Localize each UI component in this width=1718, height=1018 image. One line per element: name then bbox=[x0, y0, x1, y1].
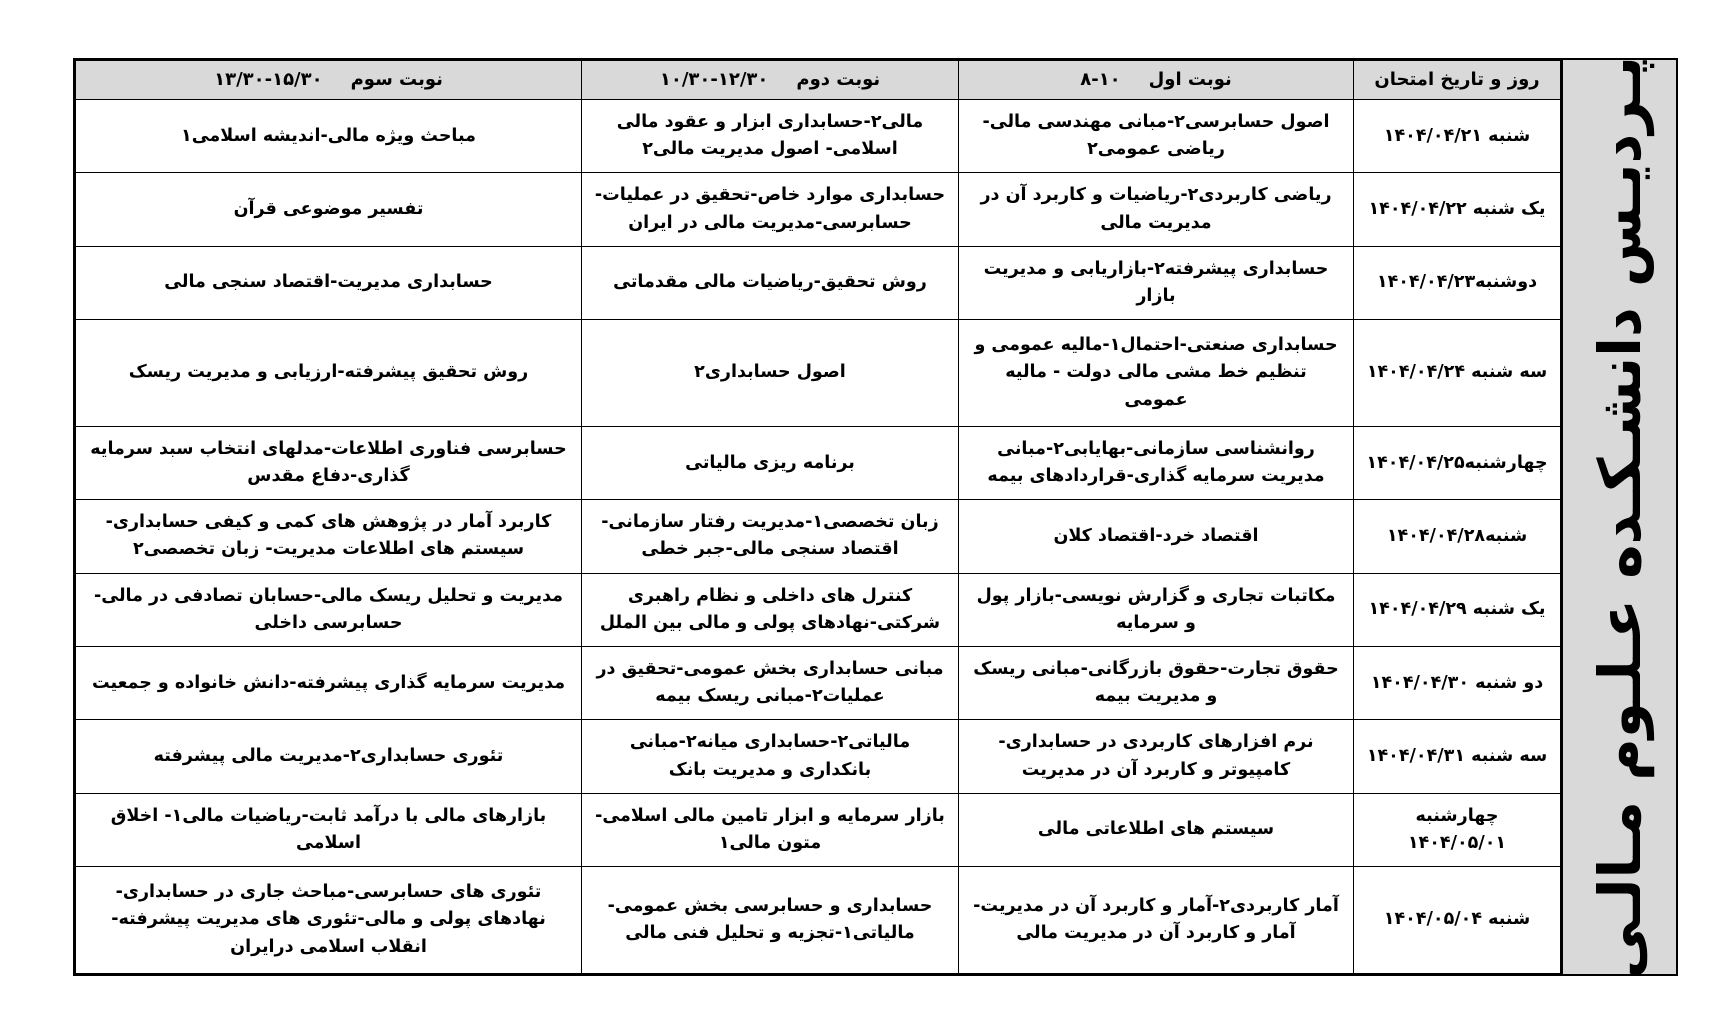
exam-date: سه شنبه ۱۴۰۴/۰۴/۲۴ bbox=[1354, 320, 1561, 427]
shift3-courses: حسابداری مدیریت-اقتصاد سنجی مالی bbox=[76, 246, 582, 319]
shift2-label: نوبت دوم bbox=[796, 69, 881, 91]
shift1-courses: آمار کاربردی۲-آمار و کاربرد آن در مدیریت-آمار و کاربرد آن در مدیریت مالی bbox=[959, 867, 1354, 974]
exam-table bbox=[75, 60, 1561, 974]
faculty-title-panel bbox=[1561, 55, 1676, 979]
shift2-courses: مالیاتی۲-حسابداری میانه۲-مبانی بانکداری و مدیریت بانک bbox=[582, 720, 959, 793]
exam-date: چهارشنبه۱۴۰۴/۰۴/۲۵ bbox=[1354, 426, 1561, 499]
header-shift1 bbox=[959, 61, 1354, 100]
shift1-courses: سیستم های اطلاعاتی مالی bbox=[959, 793, 1354, 866]
header-shift3 bbox=[76, 61, 582, 100]
exam-date: شنبه ۱۴۰۴/۰۴/۲۱ bbox=[1354, 100, 1561, 173]
table-row bbox=[76, 720, 1561, 793]
exam-date: یک شنبه ۱۴۰۴/۰۴/۲۲ bbox=[1354, 173, 1561, 246]
header-day: روز و تاریخ امتحان bbox=[1354, 61, 1561, 100]
table-row bbox=[76, 246, 1561, 319]
shift1-courses: مکاتبات تجاری و گزارش نویسی-بازار پول و سرمایه bbox=[959, 573, 1354, 646]
shift3-courses: حسابرسی فناوری اطلاعات-مدلهای انتخاب سبد سرمایه گذاری-دفاع مقدس bbox=[76, 426, 582, 499]
shift3-courses: مدیریت و تحلیل ریسک مالی-حسابان تصادفی در مالی-حسابرسی داخلی bbox=[76, 573, 582, 646]
shift3-courses: مباحث ویژه مالی-اندیشه اسلامی۱ bbox=[76, 100, 582, 173]
faculty-title: پـردیـس دانشـکـده عـلـوم مـالـی bbox=[1585, 55, 1654, 979]
shift3-courses: تئوری حسابداری۲-مدیریت مالی پیشرفته bbox=[76, 720, 582, 793]
shift1-courses: حسابداری صنعتی-احتمال۱-مالیه عمومی و تنظیم خط مشی مالی دولت - مالیه عمومی bbox=[959, 320, 1354, 427]
header-shift2 bbox=[582, 61, 959, 100]
exam-date: شنبه۱۴۰۴/۰۴/۲۸ bbox=[1354, 500, 1561, 573]
shift2-time: ۱۰/۳۰-۱۲/۳۰ bbox=[659, 69, 769, 91]
table-row bbox=[76, 173, 1561, 246]
exam-date: دو شنبه ۱۴۰۴/۰۴/۳۰ bbox=[1354, 646, 1561, 719]
header-row bbox=[76, 61, 1561, 100]
shift1-courses: حسابداری پیشرفته۲-بازاریابی و مدیریت بازار bbox=[959, 246, 1354, 319]
exam-date: یک شنبه ۱۴۰۴/۰۴/۲۹ bbox=[1354, 573, 1561, 646]
shift3-courses: تئوری های حسابرسی-مباحث جاری در حسابداری-نهادهای پولی و مالی-تئوری های مدیریت پیشرفته- انقلاب اسلامی درایران bbox=[76, 867, 582, 974]
shift1-time: ۸-۱۰ bbox=[1080, 69, 1121, 91]
shift1-label: نوبت اول bbox=[1148, 69, 1232, 91]
shift3-courses: کاربرد آمار در پژوهش های کمی و کیفی حسابداری-سیستم های اطلاعات مدیریت- زبان تخصصی۲ bbox=[76, 500, 582, 573]
table-row bbox=[76, 793, 1561, 866]
shift1-courses: ریاضی کاربردی۲-ریاضیات و کاربرد آن در مدیریت مالی bbox=[959, 173, 1354, 246]
exam-date: دوشنبه۱۴۰۴/۰۴/۲۳ bbox=[1354, 246, 1561, 319]
shift3-courses: مدیریت سرمایه گذاری پیشرفته-دانش خانواده و جمعیت bbox=[76, 646, 582, 719]
shift1-courses: حقوق تجارت-حقوق بازرگانی-مبانی ریسک و مدیریت بیمه bbox=[959, 646, 1354, 719]
shift1-courses: اصول حسابرسی۲-مبانی مهندسی مالی-ریاضی عمومی۲ bbox=[959, 100, 1354, 173]
shift2-courses: حسابداری و حسابرسی بخش عمومی-مالیاتی۱-تجزیه و تحلیل فنی مالی bbox=[582, 867, 959, 974]
shift2-courses: مالی۲-حسابداری ابزار و عقود مالی اسلامی- اصول مدیریت مالی۲ bbox=[582, 100, 959, 173]
shift3-time: ۱۳/۳۰-۱۵/۳۰ bbox=[214, 69, 323, 91]
shift2-courses: برنامه ریزی مالیاتی bbox=[582, 426, 959, 499]
shift2-courses: زبان تخصصی۱-مدیریت رفتار سازمانی-اقتصاد سنجی مالی-جبر خطی bbox=[582, 500, 959, 573]
table-row bbox=[76, 500, 1561, 573]
table-row bbox=[76, 646, 1561, 719]
table-row bbox=[76, 867, 1561, 974]
shift3-courses: بازارهای مالی با درآمد ثابت-ریاضیات مالی۱- اخلاق اسلامی bbox=[76, 793, 582, 866]
shift3-label: نوبت سوم bbox=[350, 69, 443, 91]
table-row bbox=[76, 426, 1561, 499]
shift2-courses: بازار سرمایه و ابزار تامین مالی اسلامی-متون مالی۱ bbox=[582, 793, 959, 866]
table-row bbox=[76, 100, 1561, 173]
shift3-courses: روش تحقیق پیشرفته-ارزیابی و مدیریت ریسک bbox=[76, 320, 582, 427]
shift1-courses: روانشناسی سازمانی-بهایابی۲-مبانی مدیریت سرمایه گذاری-قراردادهای بیمه bbox=[959, 426, 1354, 499]
table-row bbox=[76, 573, 1561, 646]
exam-date: چهارشنبه ۱۴۰۴/۰۵/۰۱ bbox=[1354, 793, 1561, 866]
exam-schedule-sheet bbox=[73, 55, 1678, 979]
exam-date: شنبه ۱۴۰۴/۰۵/۰۴ bbox=[1354, 867, 1561, 974]
table-row bbox=[76, 320, 1561, 427]
shift2-courses: مبانی حسابداری بخش عمومی-تحقیق در عملیات۲-مبانی ریسک بیمه bbox=[582, 646, 959, 719]
shift1-courses: اقتصاد خرد-اقتصاد کلان bbox=[959, 500, 1354, 573]
shift2-courses: اصول حسابداری۲ bbox=[582, 320, 959, 427]
shift3-courses: تفسیر موضوعی قرآن bbox=[76, 173, 582, 246]
shift2-courses: حسابداری موارد خاص-تحقیق در عملیات-حسابرسی-مدیریت مالی در ایران bbox=[582, 173, 959, 246]
exam-date: سه شنبه ۱۴۰۴/۰۴/۳۱ bbox=[1354, 720, 1561, 793]
shift2-courses: روش تحقیق-ریاضیات مالی مقدماتی bbox=[582, 246, 959, 319]
shift1-courses: نرم افزارهای کاربردی در حسابداری-کامپیوتر و کاربرد آن در مدیریت bbox=[959, 720, 1354, 793]
shift2-courses: کنترل های داخلی و نظام راهبری شرکتی-نهادهای پولی و مالی بین الملل bbox=[582, 573, 959, 646]
